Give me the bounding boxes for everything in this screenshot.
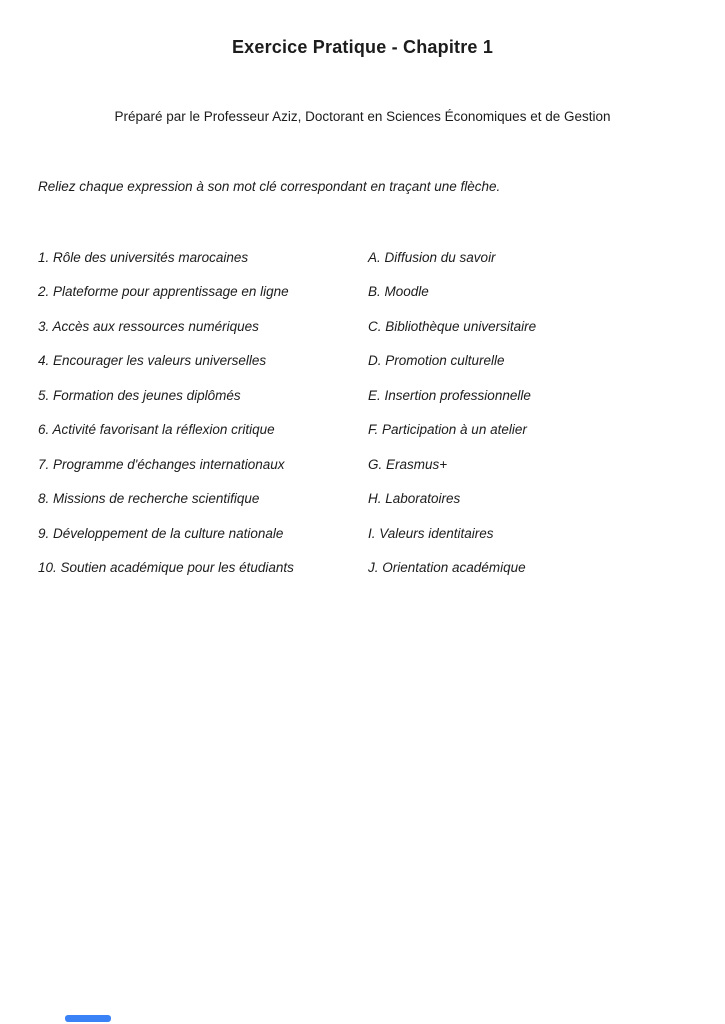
keyword-item: J. Orientation académique [368,560,526,576]
matching-row [38,516,700,551]
page-title: Exercice Pratique - Chapitre 1 [231,37,494,57]
matching-row [38,551,700,586]
matching-row [38,344,700,379]
matching-row [38,413,700,448]
matching-row [38,240,700,275]
expression-item: 4. Encourager les valeurs universelles [38,353,267,369]
exercise-instruction: Reliez chaque expression à son mot clé correspondant en traçant une flèche. [38,179,501,194]
keyword-item: I. Valeurs identitaires [368,525,494,541]
expression-item: 10. Soutien académique pour les étudiants [38,560,294,576]
matching-list [38,240,700,585]
expression-item: 7. Programme d'échanges internationaux [38,456,285,472]
expression-item: 5. Formation des jeunes diplômés [38,387,241,403]
expression-item: 3. Accès aux ressources numériques [38,318,259,334]
keyword-item: A. Diffusion du savoir [368,249,496,265]
keyword-item: G. Erasmus+ [368,456,448,472]
page-loading-bar [65,1015,111,1022]
expression-item: 2. Plateforme pour apprentissage en ligne [38,284,289,300]
keyword-item: F. Participation à un atelier [368,422,527,438]
keyword-item: C. Bibliothèque universitaire [368,318,537,334]
keyword-item: H. Laboratoires [368,491,461,507]
matching-row [38,275,700,310]
matching-row [38,447,700,482]
expression-item: 9. Développement de la culture nationale [38,525,284,541]
matching-row [38,309,700,344]
keyword-item: B. Moodle [368,284,429,300]
matching-row [38,378,700,413]
expression-item: 1. Rôle des universités marocaines [38,249,249,265]
expression-item: 6. Activité favorisant la réflexion critique [38,422,275,438]
expression-item: 8. Missions de recherche scientifique [38,491,260,507]
keyword-item: E. Insertion professionnelle [368,387,531,403]
author-byline: Préparé par le Professeur Aziz, Doctorant en Sciences Économiques et de Gestion [114,109,611,124]
keyword-item: D. Promotion culturelle [368,353,505,369]
matching-row [38,482,700,517]
